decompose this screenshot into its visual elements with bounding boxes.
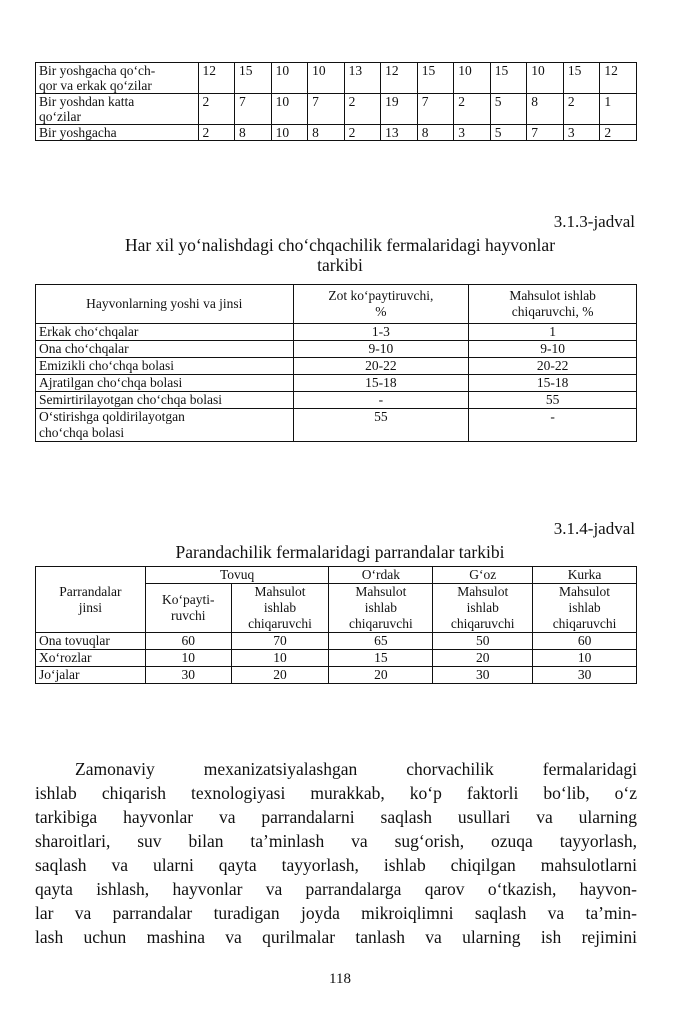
cell: 60 xyxy=(145,633,231,650)
table-title: Har xil yo‘nalishdagi cho‘chqachilik fermalaridagi hayvonlar tarkibi xyxy=(124,235,556,275)
cell: 15 xyxy=(235,63,272,94)
cell: 70 xyxy=(231,633,329,650)
cell: 2 xyxy=(454,94,491,125)
header-cell: O‘rdak xyxy=(329,567,433,584)
cell: 7 xyxy=(235,94,272,125)
header-cell: Ko‘payti- ruvchi xyxy=(145,584,231,633)
cell: 15 xyxy=(490,63,527,94)
header-cell: G‘oz xyxy=(433,567,533,584)
text-line: lar va parrandalar turadigan joyda mikroiqlimni saqlash va ta’min- xyxy=(35,903,637,923)
cell: 20-22 xyxy=(293,358,469,375)
poultry-farm-table xyxy=(35,566,637,684)
header-cell: Hayvonlarning yoshi va jinsi xyxy=(36,285,294,324)
cell: 15-18 xyxy=(293,375,469,392)
cell: 2 xyxy=(563,94,600,125)
cell: 10 xyxy=(527,63,564,94)
row-label: Bir yoshgacha qo‘ch- qor va erkak qo‘zilar xyxy=(36,63,199,94)
text-line: qayta ishlash, hayvonlar va parrandalarga qarov o‘tkazish, hayvon- xyxy=(35,879,637,899)
cell: 12 xyxy=(600,63,637,94)
cell: 1 xyxy=(600,94,637,125)
cell: 9-10 xyxy=(293,341,469,358)
cell: 10 xyxy=(308,63,345,94)
cell: 1 xyxy=(469,324,637,341)
cell: 2 xyxy=(344,94,381,125)
row-label: O‘stirishga qoldirilayotgan cho‘chqa bolasi xyxy=(36,409,294,442)
table-row xyxy=(36,392,637,409)
cell: 2 xyxy=(198,94,235,125)
row-label: Semirtirilayotgan cho‘chqa bolasi xyxy=(36,392,294,409)
table-row xyxy=(36,409,637,442)
table-number: 3.1.4-jadval xyxy=(553,519,635,538)
header-cell: Mahsulot ishlab chiqaruvchi xyxy=(329,584,433,633)
text-line: lash uchun mashina va qurilmalar tanlash va ularning ish rejimini xyxy=(35,927,637,947)
cell: 5 xyxy=(490,125,527,141)
text-line: tarkibiga hayvonlar va parrandalarni saqlash usullari va ularning xyxy=(35,807,637,827)
header-row xyxy=(36,567,637,584)
text-line: ishlab chiqarish texnologiyasi murakkab, ko‘p faktorli bo‘lib, o‘z xyxy=(35,783,637,803)
cell: 8 xyxy=(235,125,272,141)
table-row xyxy=(36,375,637,392)
cell: 8 xyxy=(417,125,454,141)
pig-farm-table xyxy=(35,284,637,442)
text-line: saqlash va ularni qayta tayyorlash, ishlab chiqilgan mahsulotlarni xyxy=(35,855,637,875)
cell: 50 xyxy=(433,633,533,650)
table-row xyxy=(36,667,637,684)
cell: 20 xyxy=(433,650,533,667)
cell: 13 xyxy=(344,63,381,94)
header-cell: Mahsulot ishlab chiqaruvchi xyxy=(533,584,637,633)
row-label: Bir yoshgacha xyxy=(36,125,199,141)
row-label: Xo‘rozlar xyxy=(36,650,146,667)
cell: 20-22 xyxy=(469,358,637,375)
table-row xyxy=(36,633,637,650)
cell: 10 xyxy=(271,63,308,94)
cell: 20 xyxy=(329,667,433,684)
cell: 20 xyxy=(231,667,329,684)
cell: 55 xyxy=(293,409,469,442)
cell: 65 xyxy=(329,633,433,650)
cell: 12 xyxy=(381,63,418,94)
table-row xyxy=(36,324,637,341)
cell: 8 xyxy=(527,94,564,125)
header-cell: Zot ko‘paytiruvchi, % xyxy=(293,285,469,324)
cell: 30 xyxy=(145,667,231,684)
cell: 30 xyxy=(533,667,637,684)
row-label: Ona cho‘chqalar xyxy=(36,341,294,358)
cell: 19 xyxy=(381,94,418,125)
cell: 60 xyxy=(533,633,637,650)
header-row xyxy=(36,285,637,324)
cell: 7 xyxy=(417,94,454,125)
cell: 3 xyxy=(563,125,600,141)
header-cell: Mahsulot ishlab chiqaruvchi xyxy=(231,584,329,633)
cell: 15 xyxy=(329,650,433,667)
table-number: 3.1.3-jadval xyxy=(553,212,635,231)
cell: 7 xyxy=(308,94,345,125)
body-paragraph xyxy=(35,757,637,949)
header-cell: Mahsulot ishlab chiqaruvchi, % xyxy=(469,285,637,324)
cell: 2 xyxy=(198,125,235,141)
row-label: Ona tovuqlar xyxy=(36,633,146,650)
cell: 2 xyxy=(344,125,381,141)
header-cell: Parrandalar jinsi xyxy=(36,567,146,633)
cell: 3 xyxy=(454,125,491,141)
cell: 10 xyxy=(271,125,308,141)
row-label: Erkak cho‘chqalar xyxy=(36,324,294,341)
table-row xyxy=(36,650,637,667)
cell: 10 xyxy=(231,650,329,667)
cell: 2 xyxy=(600,125,637,141)
cell: 5 xyxy=(490,94,527,125)
table-continuation xyxy=(35,62,637,141)
table-row xyxy=(36,63,637,94)
cell: 15 xyxy=(417,63,454,94)
cell: 10 xyxy=(533,650,637,667)
text-line: Zamonaviy mexanizatsiyalashgan chorvachilik fermalaridagi xyxy=(75,759,637,779)
cell: 13 xyxy=(381,125,418,141)
page-number: 118 xyxy=(329,971,351,987)
cell: 15-18 xyxy=(469,375,637,392)
cell: 30 xyxy=(433,667,533,684)
cell: - xyxy=(469,409,637,442)
text-line: sharoitlari, suv bilan ta’minlash va sug‘orish, ozuqa tayyorlash, xyxy=(35,831,637,851)
row-label: Emizikli cho‘chqa bolasi xyxy=(36,358,294,375)
cell: - xyxy=(293,392,469,409)
row-label: Bir yoshdan katta qo‘zilar xyxy=(36,94,199,125)
header-cell: Kurka xyxy=(533,567,637,584)
table-row xyxy=(36,358,637,375)
header-cell: Mahsulot ishlab chiqaruvchi xyxy=(433,584,533,633)
cell: 8 xyxy=(308,125,345,141)
header-cell: Tovuq xyxy=(145,567,329,584)
cell: 12 xyxy=(198,63,235,94)
cell: 9-10 xyxy=(469,341,637,358)
table-row xyxy=(36,341,637,358)
cell: 7 xyxy=(527,125,564,141)
cell: 10 xyxy=(454,63,491,94)
table-row xyxy=(36,94,637,125)
cell: 55 xyxy=(469,392,637,409)
row-label: Jo‘jalar xyxy=(36,667,146,684)
table-row xyxy=(36,125,637,141)
cell: 10 xyxy=(271,94,308,125)
cell: 15 xyxy=(563,63,600,94)
row-label: Ajratilgan cho‘chqa bolasi xyxy=(36,375,294,392)
cell: 10 xyxy=(145,650,231,667)
cell: 1-3 xyxy=(293,324,469,341)
table-title: Parandachilik fermalaridagi parrandalar tarkibi xyxy=(175,542,505,562)
